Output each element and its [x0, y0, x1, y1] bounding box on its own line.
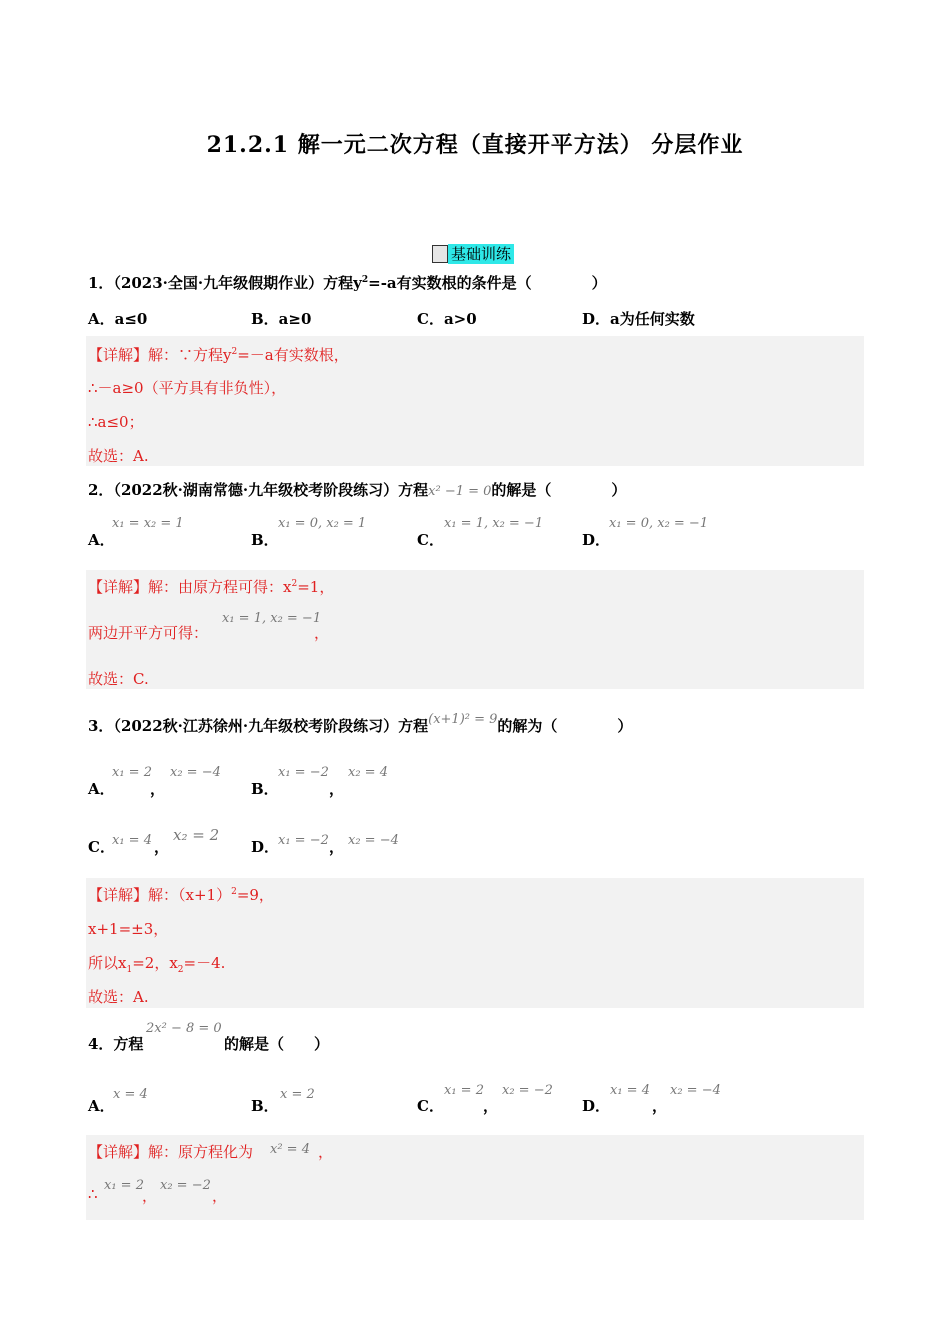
q3-option-a-expr2: x₂ = −4: [170, 765, 221, 780]
q4-equation-wrap: [146, 1018, 222, 1036]
q2-option-b-letter: B．: [251, 531, 279, 549]
q3-option-a: [88, 778, 115, 799]
page-title: 21.2.1 解一元二次方程（直接开平方法） 分层作业: [206, 132, 744, 158]
q2-answer-line-3: 故选：C.: [88, 670, 149, 688]
q3-option-b-expr2: x₂ = 4: [348, 765, 388, 780]
q2-option-d-expr: x₁ = 0, x₂ = −1: [609, 516, 709, 531]
q4-answer-line-2-math2: [160, 1175, 211, 1193]
q1-answer-line-1-sup: 2: [231, 347, 238, 357]
q3-option-b: [251, 778, 279, 799]
q3-answer-line-1b: =9，: [236, 886, 274, 904]
q3-option-b-expr1: x₁ = −2: [278, 765, 329, 780]
q1-answer-line-4: 故选：A.: [88, 447, 149, 465]
q1-eq-sup: 2: [361, 275, 369, 285]
q4-option-c-expr1: x₁ = 2: [444, 1083, 484, 1098]
q2-option-c-expr: x₁ = 1, x₂ = −1: [444, 516, 544, 531]
q4-answer-line-2: ∴: [88, 1185, 98, 1203]
q4-answer-expr2: x₁ = 2: [104, 1178, 144, 1193]
q4-answer-line-1-comma: ，: [318, 1143, 334, 1161]
question-3: [88, 712, 633, 736]
q4-option-a: A．: [88, 1097, 115, 1115]
q1-option-d: D．a为任何实数: [582, 310, 695, 328]
q4-answer-line-1-math: [270, 1139, 310, 1157]
q2-option-a-expr: x₁ = x₂ = 1: [112, 516, 184, 531]
question-1: [88, 272, 607, 293]
q1-answer-line-3: ∴a≤0；: [88, 413, 144, 431]
q3-answer-line-3-sub2: 2: [177, 965, 184, 975]
q1-answer-line-2: ∴－a≥0（平方具有非负性），: [88, 379, 287, 397]
q3-option-c-x2: [173, 826, 219, 844]
q4-answer-line-2-comma2: ，: [212, 1187, 228, 1205]
q3-option-a-comma: ，: [150, 780, 166, 798]
question-4: [88, 1033, 143, 1054]
q2-answer-line-1b: =1，: [297, 578, 335, 596]
q4-option-c-comma: ，: [483, 1097, 499, 1115]
q2-answer-line-2-math: [222, 608, 321, 626]
q4-answer-expr3: x₂ = −2: [160, 1178, 211, 1193]
q1-number: 1．: [88, 274, 114, 292]
q2-option-d: [582, 529, 610, 550]
q1-source: （2023·全国·九年级假期作业）方程: [113, 274, 354, 292]
q3-option-c-comma: ，: [154, 838, 170, 856]
q2-option-d-math: [609, 513, 708, 531]
q3-answer-line-3a: 所以x: [88, 954, 127, 972]
q2-answer-line-2: 两边开平方可得：: [88, 624, 209, 642]
q2-answer-line-2-comma: ，: [314, 624, 330, 642]
q3-option-c-expr2: x₂ = 2: [173, 826, 220, 844]
q2-option-b-expr: x₁ = 0, x₂ = 1: [278, 516, 367, 531]
q4-number: 4．方程: [88, 1035, 144, 1053]
q1-rest: =-a有实数根的条件是（ ）: [368, 274, 607, 292]
q3-option-a-expr1: x₁ = 2: [112, 765, 152, 780]
q4-answer-line-2-comma1: ，: [142, 1187, 158, 1205]
q3-option-a-letter: A．: [88, 780, 115, 798]
q2-option-b: [251, 529, 279, 550]
q2-option-c-letter: C．: [417, 531, 444, 549]
q2-option-a: [88, 529, 115, 550]
q3-source: （2022秋·江苏徐州·九年级校考阶段练习）方程: [113, 717, 429, 735]
q4-option-c-x1: [444, 1080, 484, 1098]
q4-option-b: B．: [251, 1097, 279, 1115]
q2-answer-expr: x₁ = 1, x₂ = −1: [222, 611, 322, 626]
q2-equation: x² −1 = 0: [428, 484, 492, 499]
q3-rest: 的解为（ ）: [497, 717, 633, 735]
q1-option-a: A．a≤0: [88, 310, 148, 328]
q3-answer-line-3-sub1: 1: [126, 965, 133, 975]
q4-option-a-math: [113, 1084, 148, 1102]
q3-answer-line-3c: =－4.: [183, 954, 226, 972]
section-tag: [432, 244, 514, 264]
q3-option-d-letter: D．: [251, 838, 280, 856]
q2-answer-line-1-sup: 2: [291, 579, 298, 589]
q3-answer-line-1a: 【详解】解：（x+1）: [88, 886, 232, 904]
q4-answer-line-2-math1: [104, 1175, 144, 1193]
q2-answer-box: [86, 570, 864, 689]
q4-option-c-x2: [502, 1080, 553, 1098]
q4-answer-box: [86, 1135, 864, 1220]
q1-option-c: C．a>0: [417, 310, 477, 328]
q4-answer-expr1: x² = 4: [270, 1142, 310, 1157]
q2-answer-line-1a: 【详解】解：由原方程可得：x: [88, 578, 292, 596]
q3-option-c-letter: C．: [88, 838, 115, 856]
q4-option-d-comma: ，: [652, 1097, 668, 1115]
q3-option-d-expr2: x₂ = −4: [348, 833, 399, 848]
q3-option-b-letter: B．: [251, 780, 279, 798]
q4-option-b-expr: x = 2: [280, 1087, 315, 1102]
q1-answer-line-1b: =－a有实数根，: [237, 346, 349, 364]
q3-answer-line-4: 故选：A.: [88, 988, 149, 1006]
q3-answer-line-2: x+1=±3，: [88, 920, 169, 938]
q3-answer-line-3b: =2，x: [132, 954, 178, 972]
q2-source: （2022秋·湖南常德·九年级校考阶段练习）方程: [113, 481, 429, 499]
q3-option-a-x1: [112, 762, 152, 780]
q3-option-b-x1: [278, 762, 329, 780]
q3-equation: (x+1)² = 9: [428, 712, 498, 727]
q3-option-d-x1: [278, 830, 329, 848]
q4-rest: 的解是（ ）: [224, 1035, 330, 1053]
section-box-icon: [432, 245, 448, 263]
q3-option-d-expr1: x₁ = −2: [278, 833, 329, 848]
q3-answer-line-1-sup: 2: [231, 887, 237, 897]
q3-option-d: [251, 836, 279, 857]
q3-option-b-x2: [348, 762, 388, 780]
q4-answer-line-1: 【详解】解：原方程化为: [88, 1143, 254, 1161]
q1-option-b: B．a≥0: [251, 310, 312, 328]
q2-option-d-letter: D．: [582, 531, 611, 549]
q3-option-c-expr1: x₁ = 4: [112, 833, 152, 848]
q3-answer-line-3: [88, 952, 225, 975]
q3-answer-line-1: [88, 884, 274, 905]
q4-option-a-expr: x = 4: [113, 1087, 148, 1102]
q1-eq: y: [353, 274, 362, 292]
q2-option-a-letter: A．: [88, 531, 115, 549]
q3-answer-box: [86, 878, 864, 1008]
q3-option-a-x2: [170, 762, 221, 780]
q4-option-d-x1: [610, 1080, 650, 1098]
q1-answer-box: [86, 336, 864, 466]
q2-option-c: [417, 529, 444, 550]
q4-option-d: D．: [582, 1097, 611, 1115]
q3-option-d-x2: [348, 830, 399, 848]
q3-option-d-comma: ，: [329, 838, 345, 856]
q4-equation: 2x² − 8 = 0: [146, 1021, 222, 1036]
q4-option-d-x2: [670, 1080, 721, 1098]
q1-answer-line-1a: 【详解】解：∵方程y: [88, 346, 232, 364]
q3-option-c-x1: [112, 830, 152, 848]
q2-option-a-math: [112, 513, 184, 531]
q3-number: 3．: [88, 717, 114, 735]
q4-option-c-expr2: x₂ = −2: [502, 1083, 553, 1098]
q4-option-d-expr1: x₁ = 4: [610, 1083, 650, 1098]
q2-number: 2．: [88, 481, 114, 499]
q2-option-c-math: [444, 513, 543, 531]
q3-option-b-comma: ，: [329, 780, 345, 798]
section-label: 基础训练: [448, 244, 514, 264]
q4-option-b-math: [280, 1084, 315, 1102]
q4-option-c: C．: [417, 1097, 444, 1115]
q4-option-d-expr2: x₂ = −4: [670, 1083, 721, 1098]
question-2: [88, 479, 626, 500]
q3-option-c: [88, 836, 115, 857]
q2-answer-line-1: [88, 576, 334, 597]
q2-rest: 的解是（ ）: [491, 481, 627, 499]
q2-option-b-math: [278, 513, 366, 531]
q1-answer-line-1: [88, 344, 349, 365]
